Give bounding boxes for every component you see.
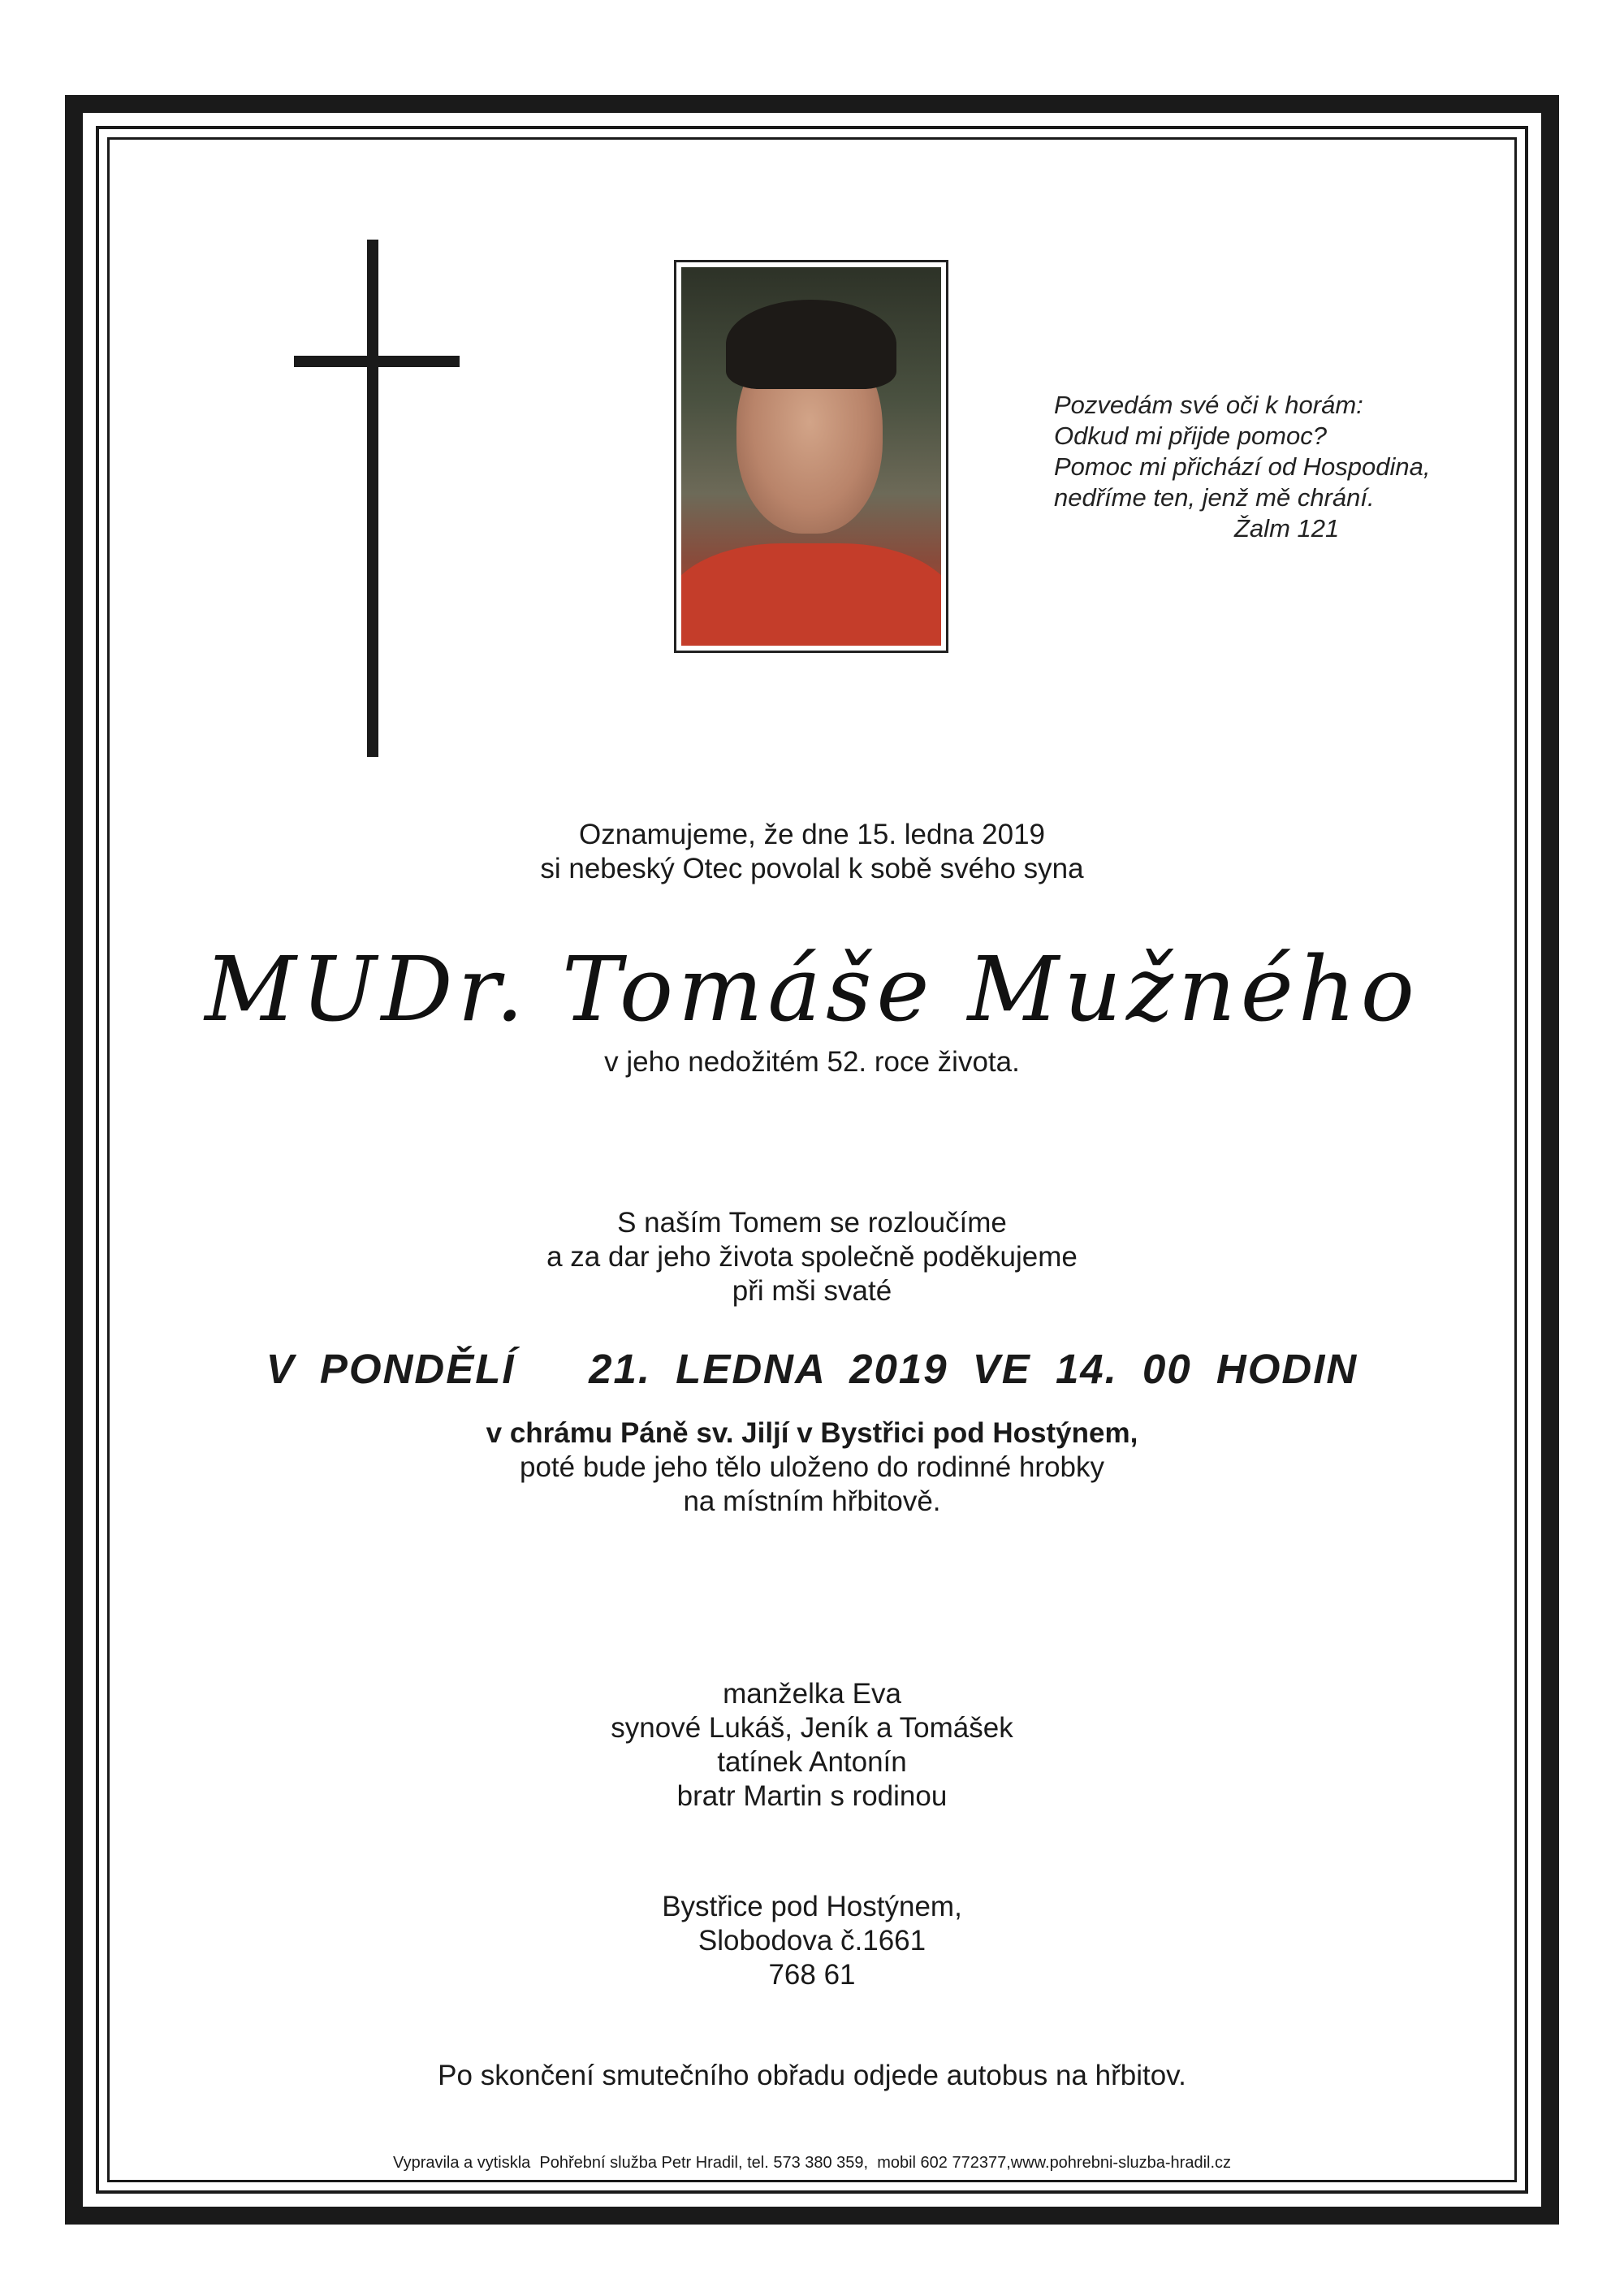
family-member: synové Lukáš, Jeník a Tomášek — [611, 1712, 1013, 1744]
printer-footer — [0, 2152, 1624, 2173]
farewell-line: S naším Tomem se rozloučíme — [617, 1207, 1007, 1239]
portrait-photo — [674, 260, 948, 653]
ceremony-place — [0, 1416, 1624, 1519]
family-address — [0, 1890, 1624, 1992]
family-list — [0, 1677, 1624, 1814]
family-member: manželka Eva — [723, 1678, 901, 1710]
ceremony-church: v chrámu Páně sv. Jiljí v Bystřici pod Hostýnem, — [486, 1417, 1138, 1449]
ceremony-datetime-text: V PONDĚLÍ 21. LEDNA 2019 VE 14. 00 HODIN — [266, 1346, 1358, 1392]
farewell-line: při mši svaté — [732, 1275, 892, 1307]
ceremony-datetime — [0, 1344, 1624, 1394]
footer-text: Vypravila a vytiskla Pohřební služba Petr Hradil, tel. 573 380 359, mobil 602 772377,www.pohrebni-sluzba-hradil.cz — [392, 2154, 1232, 2172]
psalm-line: Pomoc mi přichází od Hospodina, — [1054, 452, 1431, 481]
announcement — [0, 818, 1624, 886]
address-line: 768 61 — [768, 1959, 856, 1991]
family-member: bratr Martin s rodinou — [676, 1780, 948, 1812]
deceased-name: MUDr. Tomáše Mužného — [205, 937, 1419, 1041]
announcement-line: si nebeský Otec povolal k sobě svého syna — [540, 853, 1084, 884]
announcement-line: Oznamujeme, že dne 15. ledna 2019 — [579, 819, 1045, 850]
address-line: Slobodova č.1661 — [698, 1925, 926, 1957]
family-member: tatínek Antonín — [717, 1746, 907, 1778]
cross-horizontal-bar — [294, 356, 460, 367]
psalm-line: Pozvedám své oči k horám: — [1054, 391, 1363, 419]
psalm-reference: Žalm 121 — [1234, 514, 1340, 543]
ceremony-place-line: poté bude jeho tělo uloženo do rodinné hrobky — [520, 1451, 1104, 1483]
farewell-text — [0, 1206, 1624, 1308]
age-line: v jeho nedožitém 52. roce života. — [604, 1046, 1020, 1078]
psalm-line: Odkud mi přijde pomoc? — [1054, 422, 1327, 450]
farewell-line: a za dar jeho života společně poděkujeme — [546, 1241, 1078, 1273]
portrait-hair — [726, 300, 896, 389]
portrait-shirt — [681, 543, 941, 646]
psalm-quote — [1054, 390, 1509, 544]
address-line: Bystřice pod Hostýnem, — [662, 1891, 962, 1922]
ceremony-place-line: na místním hřbitově. — [683, 1485, 941, 1517]
cross-vertical-bar — [367, 240, 378, 757]
psalm-line: nedříme ten, jenž mě chrání. — [1054, 483, 1375, 512]
bus-note: Po skončení smutečního obřadu odjede autobus na hřbitov. — [438, 2060, 1186, 2091]
portrait-image — [681, 267, 941, 646]
